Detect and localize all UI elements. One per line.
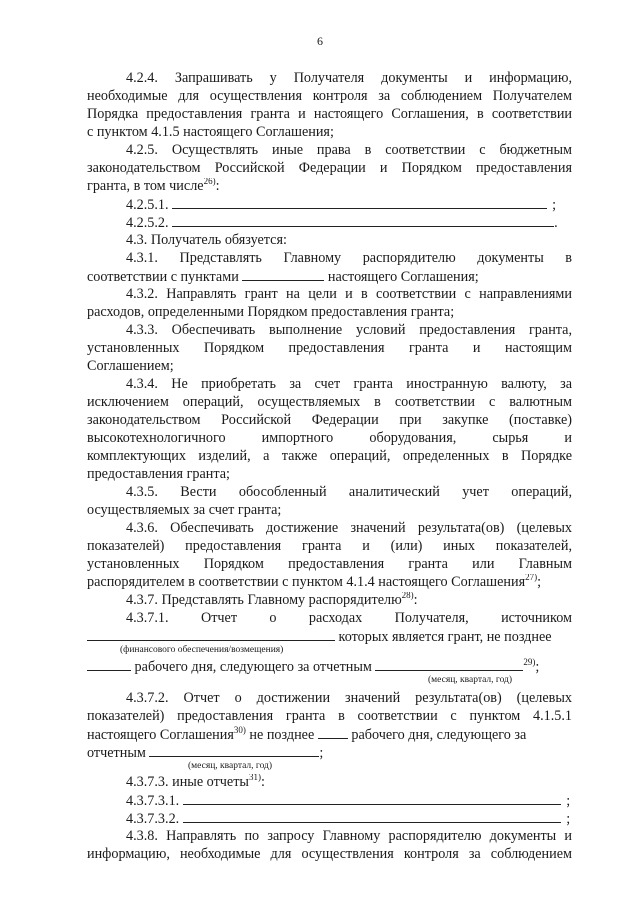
text-line: 4.3.8. Направлять по запросу Главному распорядителю документы и: [126, 828, 572, 844]
blank-field: [87, 658, 131, 671]
text-line: 4.3.7.3. иные отчеты$^{31)}$:: [126, 774, 265, 790]
text-line: показателей) предоставления гранта и (или) иных показателей,: [87, 538, 572, 554]
text-line: предоставления гранта;: [87, 466, 230, 482]
footnote-ref: 26): [203, 178, 216, 186]
field-caption: (финансового обеспечения/возмещения): [120, 645, 284, 655]
blank-field: [172, 214, 554, 227]
text-line: расходов, определенными Порядком предоставления гранта;: [87, 304, 455, 320]
field-caption: (месяц, квартал, год): [428, 675, 513, 685]
footnote-ref: 29): [523, 658, 536, 667]
blank-field: [375, 658, 523, 671]
text-line: рабочего дня, следующего за отчетным $^{29)}$;: [87, 658, 572, 676]
text-line: которых является грант, не позднее: [87, 628, 572, 646]
text-line: исключением операций, осуществляемых в соответствии с валютным: [87, 394, 572, 410]
blank-field: [87, 628, 335, 641]
footnote-ref: 28): [401, 592, 414, 600]
text-line: 4.3.7.2. Отчет о достижении значений результата(ов) (целевых: [126, 690, 572, 706]
text-line: законодательством Российской Федерации при закупке (поставке): [87, 412, 572, 428]
blank-field: [318, 726, 348, 739]
blank-field: [242, 268, 324, 281]
page-number: 6: [317, 34, 323, 48]
text-line: законодательством Российской Федерации и Порядком предоставления: [87, 160, 572, 176]
text-line: 4.2.5. Осуществлять иные права в соответствии с бюджетным: [126, 142, 572, 158]
text-line: 4.2.4. Запрашивать у Получателя документы и информацию,: [126, 70, 572, 86]
text-line: высокотехнологичного импортного оборудования, сырья и: [87, 430, 572, 446]
blank-item-line: 4.3.7.3.2. ;: [126, 811, 571, 827]
text-line: отчетным ;: [87, 745, 324, 761]
footnote-ref: 27): [525, 574, 538, 582]
text-line: необходимые для осуществления контроля за соблюдением Получателем: [87, 88, 572, 104]
text-line: 4.3.7.1. Отчет о расходах Получателя, источником: [126, 610, 572, 626]
footnote-ref: 31): [248, 774, 261, 782]
text-line: комплектующих изделий, а также операций, определенных в Порядке: [87, 448, 572, 464]
blank-field: [183, 810, 561, 823]
text-line: 4.3.6. Обеспечивать достижение значений результата(ов) (целевых: [126, 520, 572, 536]
text-line: показателей) предоставления гранта в соответствии с пунктом 4.1.5.1: [87, 708, 572, 724]
blank-item-line: 4.3.7.3.1. ;: [126, 793, 571, 809]
text-line: 4.3.3. Обеспечивать выполнение условий предоставления гранта,: [126, 322, 572, 338]
text-line: с пунктом 4.1.5 настоящего Соглашения;: [87, 124, 334, 140]
text-line: 4.3.4. Не приобретать за счет гранта иностранную валюту, за: [126, 376, 572, 392]
text-line: 4.3.5. Вести обособленный аналитический учет операций,: [126, 484, 572, 500]
blank-item-line: 4.2.5.2. .: [126, 215, 558, 231]
field-caption: (месяц, квартал, год): [188, 761, 273, 771]
blank-field: [172, 196, 547, 209]
text-line: 4.3.7. Представлять Главному распорядителю$^{28)}$:: [126, 592, 418, 608]
text-line: настоящего Соглашения$^{30)}$ не позднее рабочего дня, следующего за: [87, 726, 527, 743]
footnote-ref: 30): [233, 726, 246, 735]
text-line: гранта, в том числе$^{26)}$:: [87, 178, 220, 194]
text-line: соответствии с пунктами настоящего Соглашения;: [87, 269, 479, 285]
text-line: информацию, необходимые для осуществления контроля за соблюдением: [87, 846, 572, 862]
text-line: распорядителем в соответствии с пунктом 4.1.4 настоящего Соглашения$^{27)}$;: [87, 574, 542, 590]
text-line: осуществляемых за счет гранта;: [87, 502, 282, 518]
blank-field: [149, 744, 319, 757]
text-line: Соглашением;: [87, 358, 174, 374]
text-line: 4.3.2. Направлять грант на цели и в соответствии с направлениями: [126, 286, 572, 302]
text-line: Порядка предоставления гранта и настоящего Соглашения, в соответствии: [87, 106, 572, 122]
blank-field: [183, 792, 561, 805]
text-line: 4.3.1. Представлять Главному распорядителю документы в: [126, 250, 572, 266]
text-line: 4.3. Получатель обязуется:: [126, 232, 287, 248]
blank-item-line: 4.2.5.1. ;: [126, 197, 557, 213]
text-line: установленных Порядком предоставления гранта или Главным: [87, 556, 572, 572]
text-line: установленных Порядком предоставления гранта и настоящим: [87, 340, 572, 356]
